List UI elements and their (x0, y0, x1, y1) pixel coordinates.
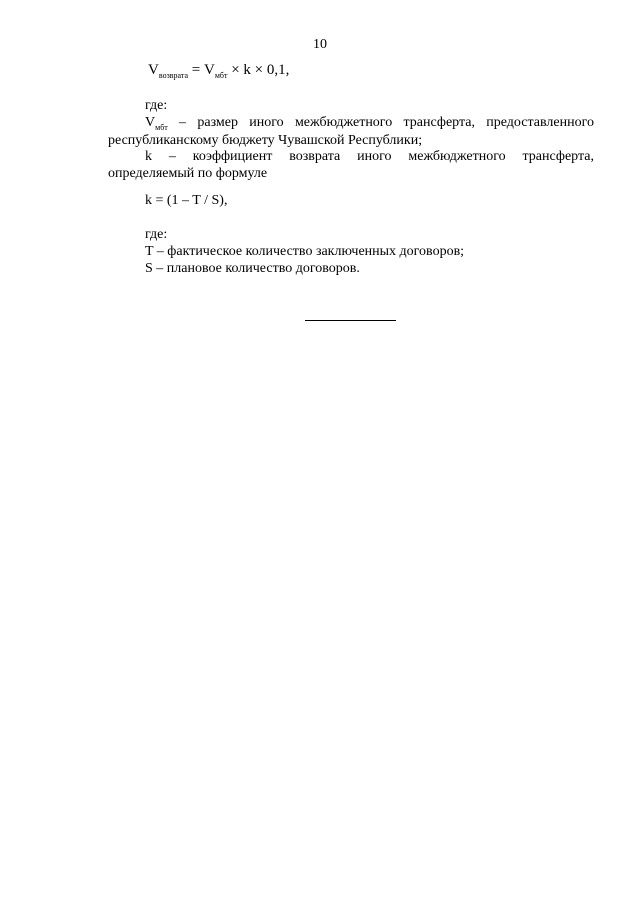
formula-lhs-subscript: возврата (158, 71, 188, 80)
formula-rhs-rest: × k × 0,1, (231, 62, 290, 78)
formula-rhs-subscript: мбт (214, 71, 228, 80)
return-amount-formula (148, 62, 289, 79)
formula-lhs-symbol: V (148, 62, 159, 78)
end-divider-line (305, 320, 396, 321)
formula-equals: = (191, 62, 201, 78)
definition-v-mbt (108, 114, 594, 149)
coefficient-formula: k = (1 – T / S), (145, 193, 228, 208)
definition-t: T – фактическое количество заключенных договоров; (145, 244, 465, 259)
definition-s: S – плановое количество договоров. (145, 261, 360, 276)
where-label-2: где: (145, 227, 168, 242)
where-label-1: где: (145, 98, 168, 113)
formula-rhs-symbol: V (203, 62, 215, 78)
definition-v-symbol: V (145, 115, 156, 130)
definition-v-text: – размер иного межбюджетного трансферта, предоставленного республиканскому бюджету Чувашской Республики; (108, 115, 594, 148)
definition-k: k – коэффициент возврата иного межбюджетного трансферта, определяемый по формуле (108, 149, 594, 181)
page-number: 10 (313, 37, 327, 52)
definition-v-subscript: мбт (155, 123, 168, 132)
